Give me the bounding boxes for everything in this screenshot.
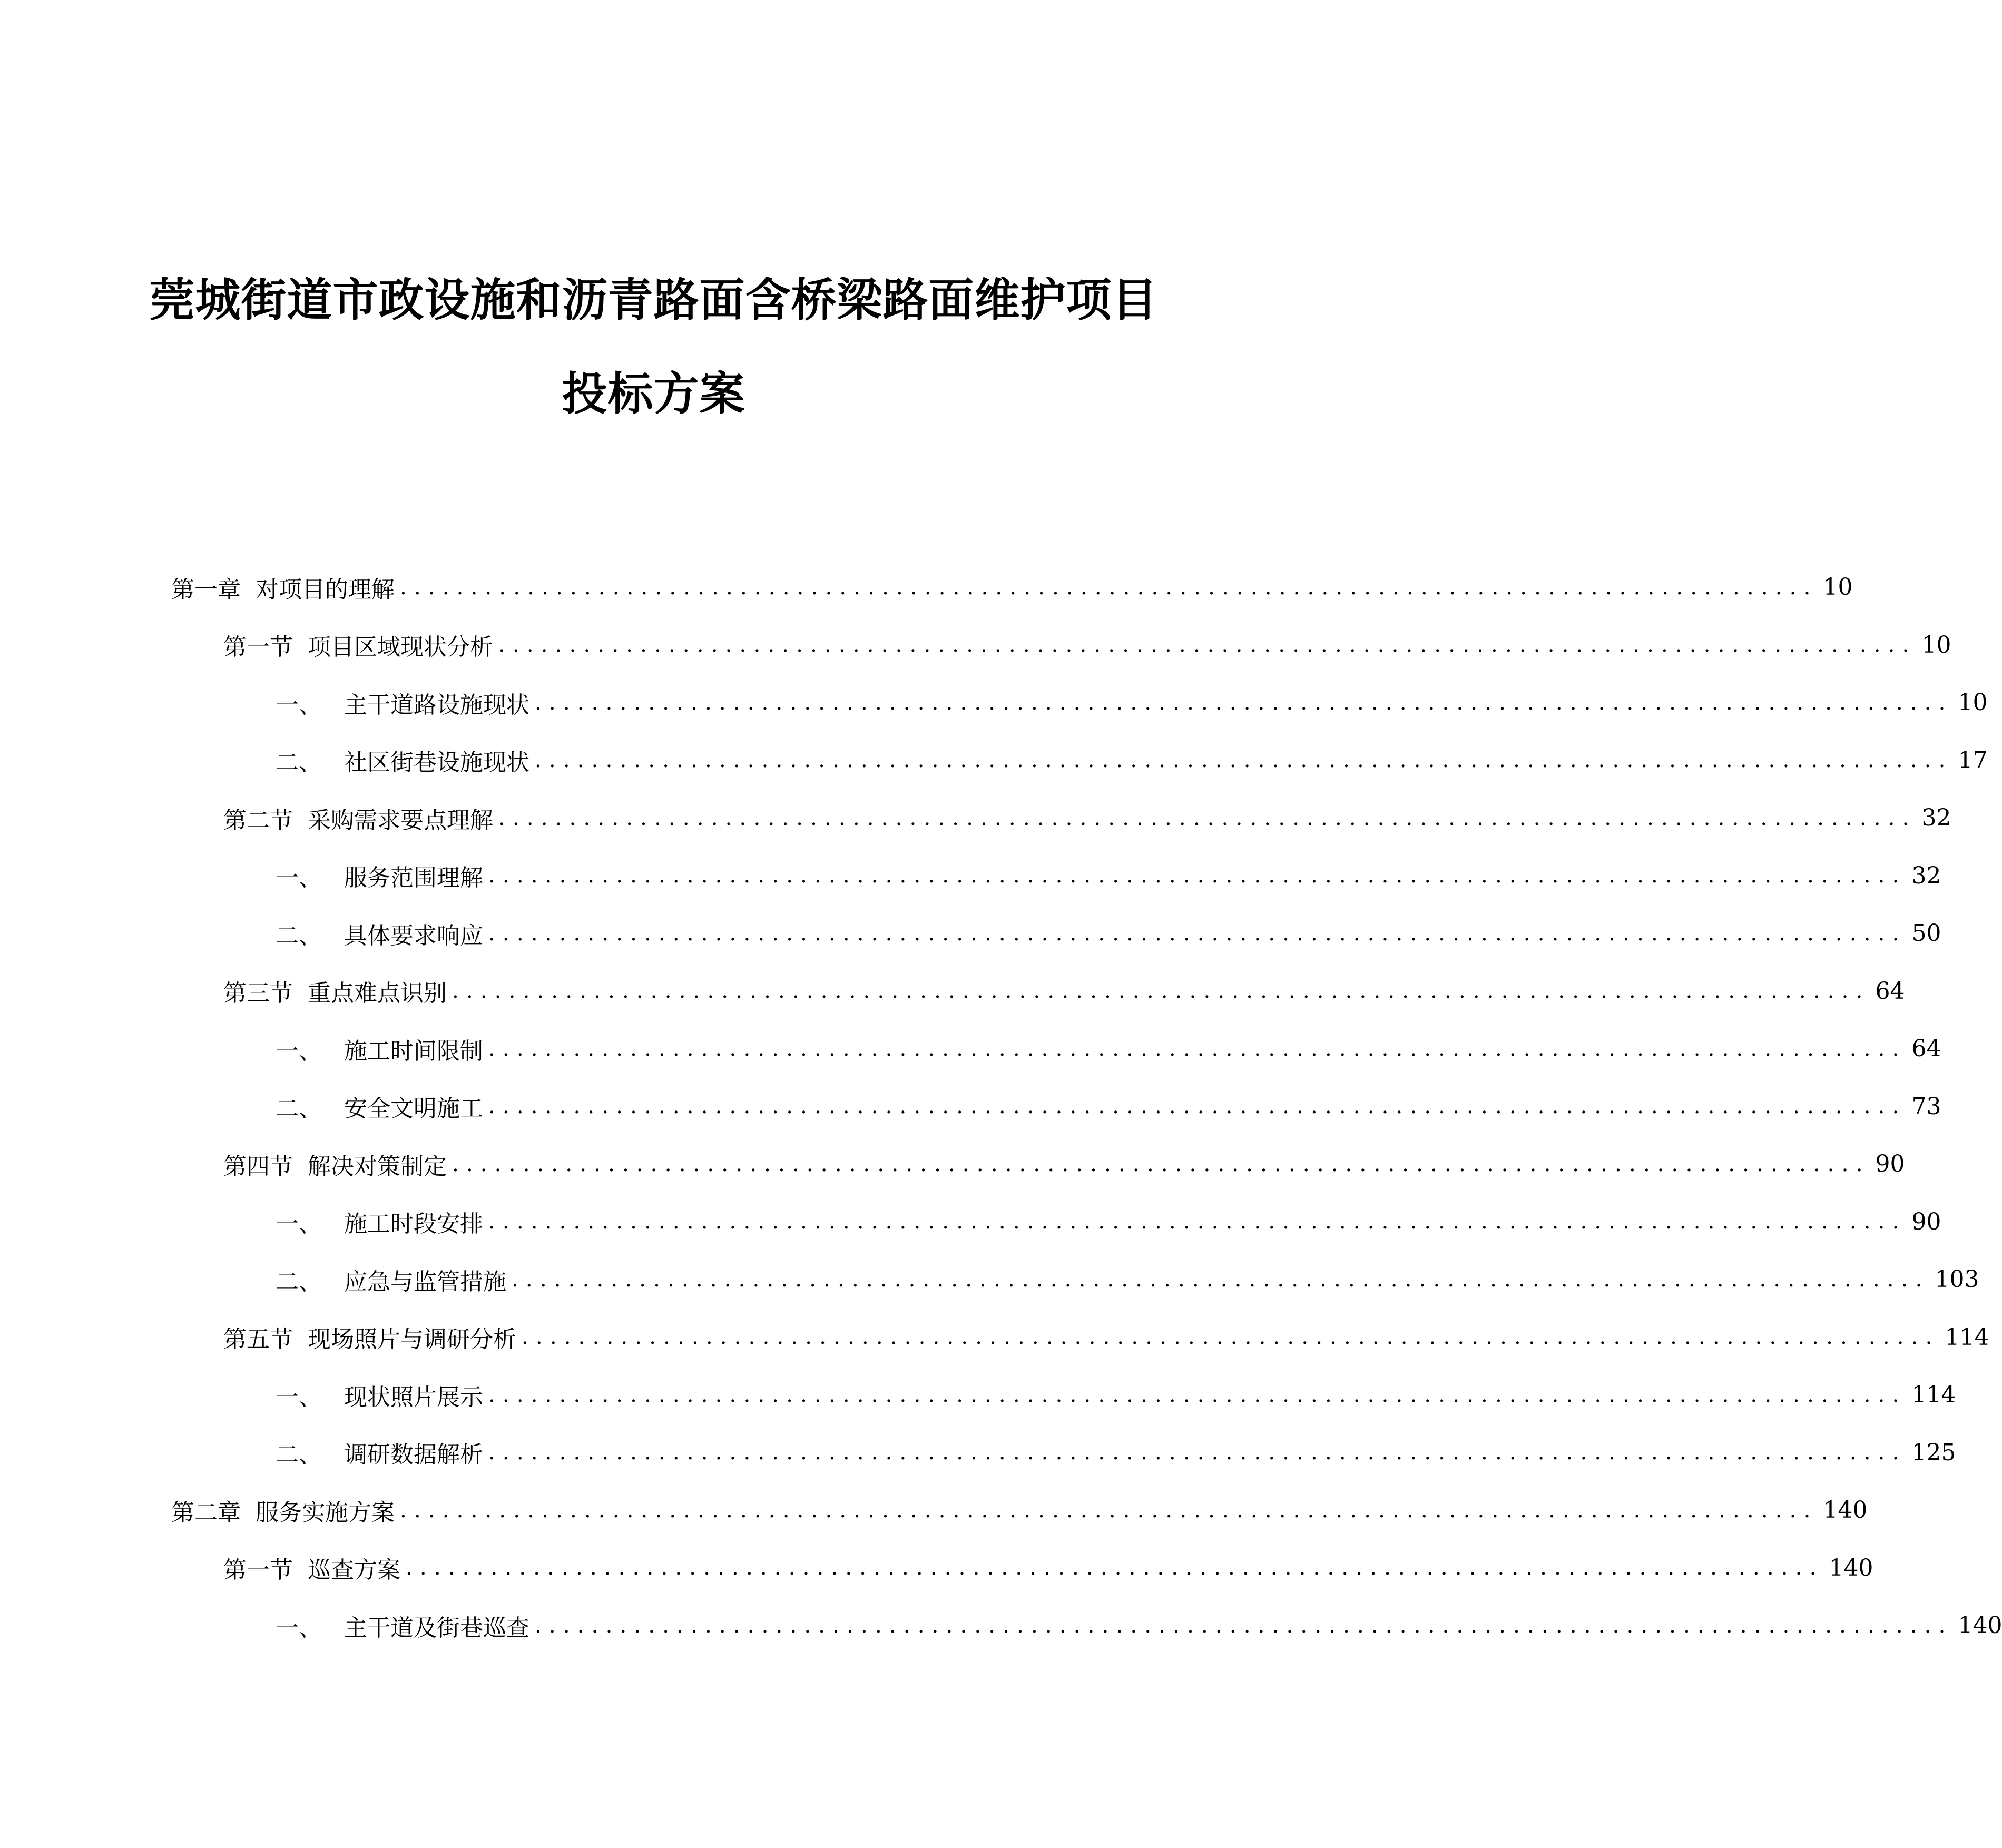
toc-dot-leader: .................................................................................................... xyxy=(535,1613,1953,1638)
toc-entry-section[interactable] xyxy=(0,1539,1873,1597)
toc-entry-chapter[interactable] xyxy=(0,1481,1868,1539)
toc-entry-subsection[interactable] xyxy=(0,847,1941,905)
toc-dot-leader: .................................................................................................... xyxy=(406,1556,1824,1580)
toc-entry-number: 一、 xyxy=(276,691,322,719)
toc-entry-page: 32 xyxy=(1921,804,1951,832)
toc-entry-subsection[interactable] xyxy=(0,905,1941,962)
toc-entry-label xyxy=(276,917,483,950)
toc-dot-leader: .................................................................................................... xyxy=(488,1210,1907,1234)
toc-entry-title: 主干道及街巷巡查 xyxy=(344,1614,529,1641)
toc-dot-leader: .................................................................................................... xyxy=(535,748,1953,773)
document-title-line-1: 莞城街道市政设施和沥青路面含桥梁路面维护项目 xyxy=(149,274,1158,327)
toc-entry-label xyxy=(276,1032,483,1066)
toc-entry-number: 二、 xyxy=(276,1268,322,1295)
toc-entry-number: 第三节 xyxy=(223,980,293,1007)
toc-entry-number: 第一章 xyxy=(171,576,241,603)
toc-entry-label xyxy=(223,628,493,662)
toc-entry-page: 125 xyxy=(1911,1439,1956,1466)
toc-dot-leader: .................................................................................................... xyxy=(452,1152,1870,1176)
toc-dot-leader: .................................................................................................... xyxy=(535,690,1953,715)
toc-entry-page: 64 xyxy=(1911,1035,1941,1063)
toc-entry-page: 17 xyxy=(1958,746,1988,774)
toc-entry-label xyxy=(171,1493,395,1527)
toc-entry-label xyxy=(276,1609,529,1643)
toc-dot-leader: .................................................................................................... xyxy=(488,863,1907,888)
toc-entry-label xyxy=(276,1263,506,1296)
toc-entry-title: 现状照片展示 xyxy=(344,1383,483,1411)
toc-entry-chapter[interactable] xyxy=(0,558,1853,616)
document-title-line-2: 投标方案 xyxy=(562,368,745,420)
toc-dot-leader: .................................................................................................... xyxy=(488,1382,1907,1407)
toc-entry-title: 安全文明施工 xyxy=(344,1095,483,1123)
toc-entry-page: 140 xyxy=(1958,1612,2002,1639)
toc-entry-label xyxy=(276,1378,483,1412)
toc-entry-number: 第一节 xyxy=(223,1557,293,1584)
toc-entry-label xyxy=(276,1205,483,1238)
toc-entry-label xyxy=(223,1551,400,1585)
toc-entry-number: 第五节 xyxy=(223,1326,293,1353)
toc-entry-number: 二、 xyxy=(276,922,322,949)
toc-entry-title: 采购需求要点理解 xyxy=(308,807,493,834)
toc-entry-title: 应急与监管措施 xyxy=(344,1268,506,1295)
toc-entry-label xyxy=(171,571,395,604)
toc-dot-leader: .................................................................................................... xyxy=(400,1498,1818,1522)
toc-entry-page: 114 xyxy=(1911,1381,1956,1409)
toc-entry-page: 140 xyxy=(1823,1497,1868,1524)
toc-entry-label xyxy=(223,801,493,835)
toc-entry-label xyxy=(276,859,483,892)
toc-entry-title: 主干道路设施现状 xyxy=(344,691,529,719)
toc-entry-section[interactable] xyxy=(0,1309,1989,1367)
toc-dot-leader: .................................................................................................... xyxy=(488,1036,1907,1061)
toc-entry-label xyxy=(276,686,529,720)
toc-entry-page: 10 xyxy=(1921,631,1951,658)
toc-entry-section[interactable] xyxy=(0,1135,1905,1193)
toc-entry-title: 服务范围理解 xyxy=(344,864,483,892)
toc-entry-page: 50 xyxy=(1911,920,1941,947)
toc-entry-subsection[interactable] xyxy=(0,1078,1941,1136)
toc-dot-leader: .................................................................................................... xyxy=(400,575,1818,599)
toc-entry-page: 90 xyxy=(1911,1208,1941,1235)
toc-entry-title: 巡查方案 xyxy=(308,1557,400,1584)
toc-entry-title: 项目区域现状分析 xyxy=(308,634,493,661)
toc-entry-page: 10 xyxy=(1823,574,1853,601)
toc-entry-page: 114 xyxy=(1945,1323,1989,1351)
toc-entry-title: 现场照片与调研分析 xyxy=(308,1326,516,1353)
toc-entry-subsection[interactable] xyxy=(0,732,1988,790)
toc-dot-leader: .................................................................................................... xyxy=(488,1440,1907,1465)
toc-entry-page: 140 xyxy=(1829,1554,1873,1581)
toc-entry-page: 10 xyxy=(1958,689,1988,716)
toc-dot-leader: .................................................................................................... xyxy=(512,1267,1930,1292)
toc-entry-title: 具体要求响应 xyxy=(344,922,483,949)
toc-entry-page: 64 xyxy=(1875,977,1905,1005)
toc-entry-label xyxy=(276,1436,483,1469)
toc-entry-subsection[interactable] xyxy=(0,1597,2002,1655)
toc-entry-subsection[interactable] xyxy=(0,674,1988,732)
toc-dot-leader: .................................................................................................... xyxy=(498,805,1917,830)
toc-entry-title: 施工时间限制 xyxy=(344,1037,483,1065)
toc-entry-label xyxy=(276,743,529,777)
toc-entry-number: 一、 xyxy=(276,1614,322,1641)
toc-entry-title: 服务实施方案 xyxy=(256,1499,395,1526)
toc-entry-section[interactable] xyxy=(0,616,1951,674)
toc-entry-number: 二、 xyxy=(276,749,322,776)
toc-entry-number: 第一节 xyxy=(223,634,293,661)
toc-entry-subsection[interactable] xyxy=(0,1424,1956,1482)
toc-entry-title: 社区街巷设施现状 xyxy=(344,749,529,776)
toc-entry-label xyxy=(223,1320,516,1354)
toc-entry-number: 一、 xyxy=(276,1037,322,1065)
toc-entry-title: 对项目的理解 xyxy=(256,576,395,603)
table-of-contents xyxy=(0,558,2002,1655)
toc-entry-label xyxy=(276,1089,483,1123)
toc-dot-leader: .................................................................................................... xyxy=(498,633,1917,657)
toc-dot-leader: .................................................................................................... xyxy=(452,979,1870,1004)
toc-entry-label xyxy=(223,974,447,1008)
toc-entry-number: 一、 xyxy=(276,1211,322,1238)
toc-entry-subsection[interactable] xyxy=(0,1366,1956,1424)
toc-entry-number: 一、 xyxy=(276,864,322,892)
toc-entry-title: 重点难点识别 xyxy=(308,980,447,1007)
toc-entry-section[interactable] xyxy=(0,789,1951,847)
toc-dot-leader: .................................................................................................... xyxy=(488,1094,1907,1119)
toc-entry-page: 90 xyxy=(1875,1151,1905,1178)
toc-entry-number: 二、 xyxy=(276,1095,322,1123)
toc-dot-leader: .................................................................................................... xyxy=(488,921,1907,946)
toc-entry-number: 第二节 xyxy=(223,807,293,834)
toc-dot-leader: .................................................................................................... xyxy=(522,1325,1940,1350)
toc-entry-title: 解决对策制定 xyxy=(308,1153,447,1180)
toc-entry-section[interactable] xyxy=(0,962,1905,1020)
toc-entry-title: 施工时段安排 xyxy=(344,1211,483,1238)
toc-entry-subsection[interactable] xyxy=(0,1251,1979,1309)
toc-entry-number: 一、 xyxy=(276,1383,322,1411)
toc-entry-number: 第二章 xyxy=(171,1499,241,1526)
toc-entry-page: 73 xyxy=(1911,1093,1941,1120)
toc-entry-page: 103 xyxy=(1935,1266,1979,1293)
toc-entry-label xyxy=(223,1147,447,1181)
toc-entry-title: 调研数据解析 xyxy=(344,1441,483,1469)
toc-entry-subsection[interactable] xyxy=(0,1193,1941,1251)
toc-entry-number: 二、 xyxy=(276,1441,322,1469)
toc-entry-page: 32 xyxy=(1911,862,1941,889)
toc-entry-subsection[interactable] xyxy=(0,1020,1941,1078)
toc-entry-number: 第四节 xyxy=(223,1153,293,1180)
